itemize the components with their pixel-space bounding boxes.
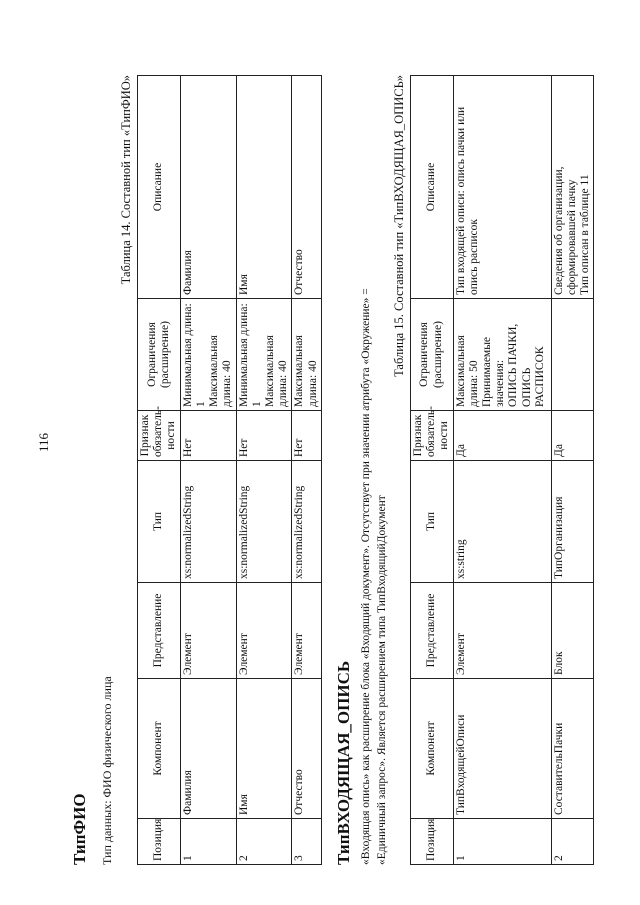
- header-position: Позиция: [138, 819, 181, 865]
- header-representation: Представление: [138, 583, 181, 679]
- table-row: [236, 76, 292, 865]
- header-representation: Представление: [410, 583, 453, 679]
- header-position: Позиция: [410, 819, 453, 865]
- table-row: [551, 76, 594, 865]
- rotated-content: [70, 75, 600, 865]
- header-component: Компонент: [410, 679, 453, 819]
- cell: Фамилия: [180, 76, 236, 299]
- header-type: Тип: [138, 461, 181, 583]
- page-number: 116: [36, 432, 51, 452]
- header-restrictions: Ограничения (расширение): [410, 299, 453, 411]
- cell: Фамилия: [180, 679, 236, 819]
- cell: Нет: [180, 411, 236, 461]
- header-component: Компонент: [138, 679, 181, 819]
- cell: Нет: [292, 411, 321, 461]
- cell: Тип входящей описи: опись пачки или опись расписок: [453, 76, 551, 299]
- heading: ТипФИО: [70, 793, 89, 865]
- datatype-line: Тип данных: ФИО физического лица: [100, 676, 114, 865]
- cell: Максимальная длина: 40: [292, 299, 321, 411]
- header-description: Описание: [410, 76, 453, 299]
- cell: 3: [292, 819, 321, 865]
- paragraph: «Единичный запрос». Является расширением типа ТипВходящийДокумент: [375, 495, 388, 865]
- cell: ТипВходящейОписи: [453, 679, 551, 819]
- table15: [410, 75, 594, 865]
- paragraph: «Входящая опись» как расширение блока «Входящий документ». Отсутствует при значении атрибута «Окружение» =: [359, 288, 372, 865]
- cell: xs:normalizedString: [236, 461, 292, 583]
- table-header-row: [410, 76, 453, 865]
- cell: [551, 299, 594, 411]
- cell: Да: [551, 411, 594, 461]
- cell: Сведения об организации, сформировавшей пачку Тип описан в таблице 11: [551, 76, 594, 299]
- cell: Минимальная длина: 1 Максимальная длина: 40: [236, 299, 292, 411]
- cell: СоставительПачки: [551, 679, 594, 819]
- cell: Отчество: [292, 76, 321, 299]
- table-row: [180, 76, 236, 865]
- header-required: Признак обязатель-ности: [410, 411, 453, 461]
- cell: Отчество: [292, 679, 321, 819]
- cell: xs:normalizedString: [292, 461, 321, 583]
- cell: Элемент: [292, 583, 321, 679]
- cell: 1: [180, 819, 236, 865]
- cell: 1: [453, 819, 551, 865]
- header-type: Тип: [410, 461, 453, 583]
- section-title: ТипВХОДЯЩАЯ_ОПИСЬ: [333, 660, 353, 865]
- cell: Максимальная длина: 50 Принимаемые значения: ОПИСЬ ПАЧКИ, ОПИСЬ РАСПИСОК: [453, 299, 551, 411]
- cell: ТипОрганизация: [551, 461, 594, 583]
- header-restrictions: Ограничения (расширение): [138, 299, 181, 411]
- header-description: Описание: [138, 76, 181, 299]
- table14-caption: Таблица 14. Составной тип «ТипФИО»: [119, 75, 133, 285]
- cell: 2: [551, 819, 594, 865]
- cell: Нет: [236, 411, 292, 461]
- table-header-row: [138, 76, 181, 865]
- cell: Блок: [551, 583, 594, 679]
- cell: Минимальная длина: 1 Максимальная длина: 40: [180, 299, 236, 411]
- header-required: Признак обязатель-ности: [138, 411, 181, 461]
- table14: [137, 75, 322, 865]
- cell: Элемент: [236, 583, 292, 679]
- table-row: [292, 76, 321, 865]
- table-row: [453, 76, 551, 865]
- cell: xs:normalizedString: [180, 461, 236, 583]
- cell: Элемент: [180, 583, 236, 679]
- cell: Имя: [236, 76, 292, 299]
- cell: xs:string: [453, 461, 551, 583]
- cell: Имя: [236, 679, 292, 819]
- table15-caption: Таблица 15. Составной тип «ТипВХОДЯЩАЯ_ОПИСЬ»: [391, 75, 406, 377]
- cell: Элемент: [453, 583, 551, 679]
- cell: Да: [453, 411, 551, 461]
- cell: 2: [236, 819, 292, 865]
